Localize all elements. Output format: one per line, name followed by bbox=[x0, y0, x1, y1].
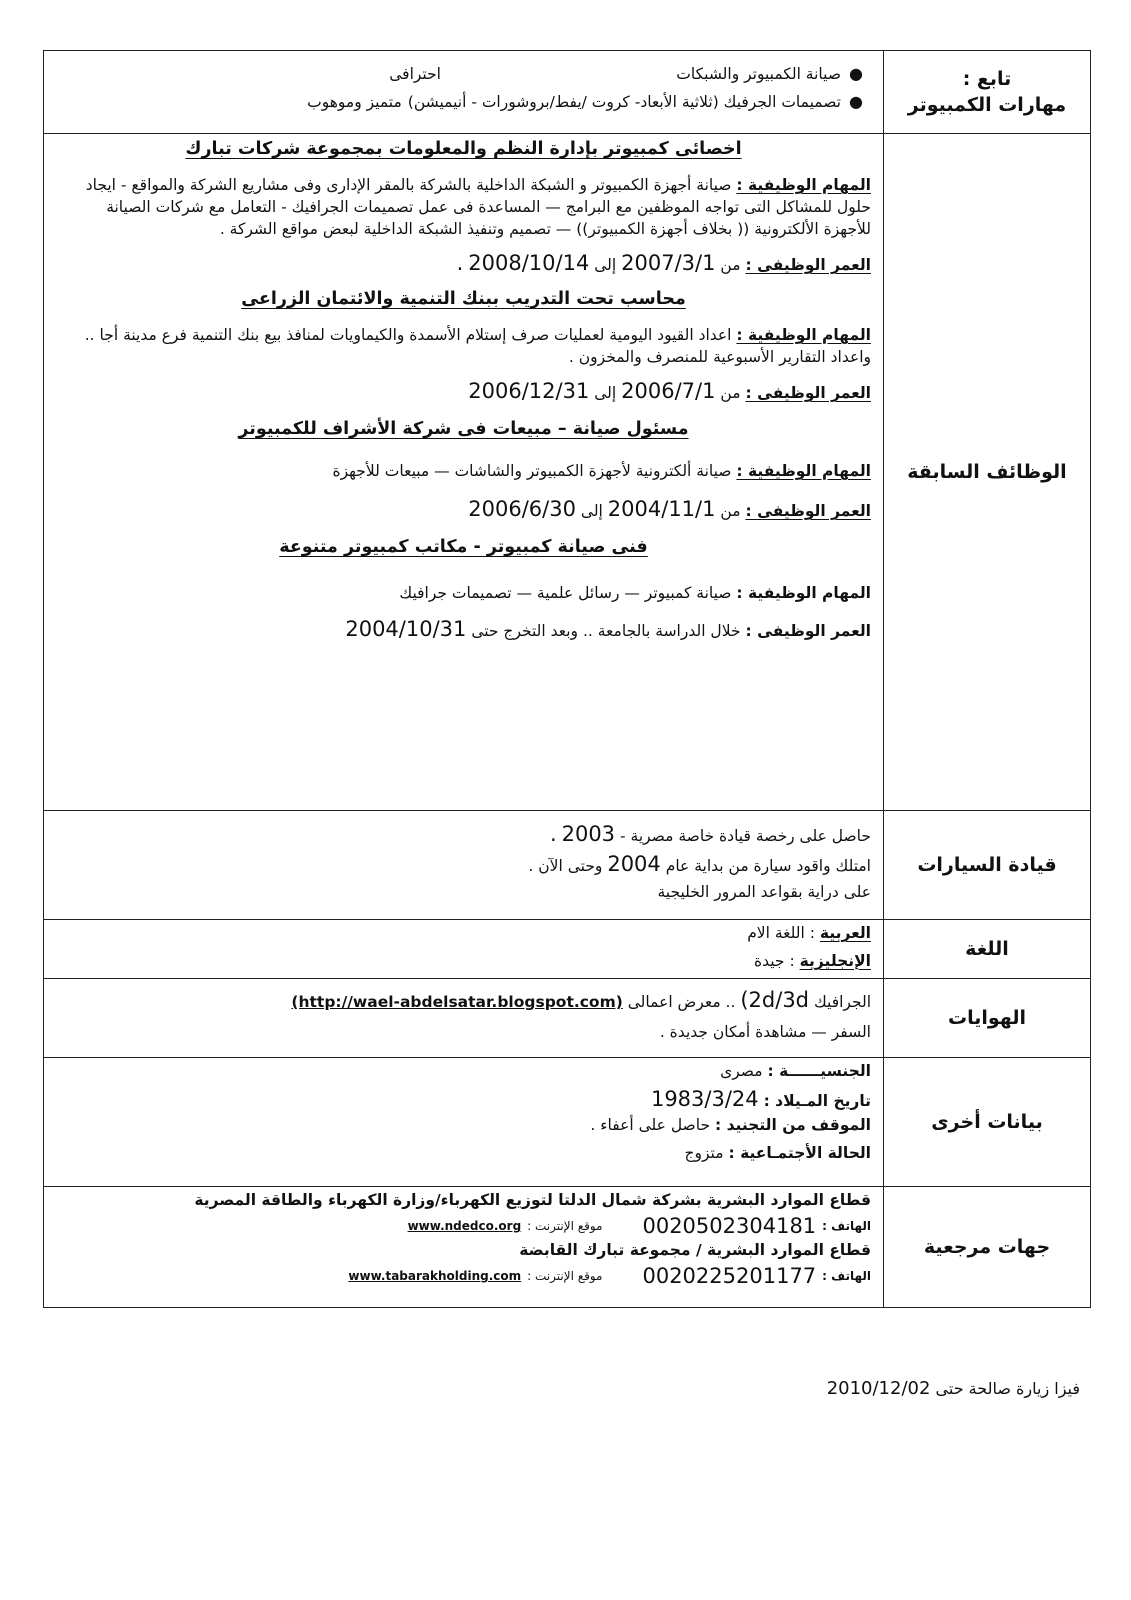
tasks-text: صيانة ألكترونية لأجهزة الكمبيوتر والشاشات — مبيعات للأجهزة bbox=[332, 462, 732, 480]
bullet-icon: ● bbox=[849, 92, 863, 111]
age-label: العمر الوظيفى : bbox=[745, 502, 871, 520]
job-tasks bbox=[56, 582, 871, 604]
other-key: الحالة الأجتمـاعية : bbox=[728, 1144, 871, 1162]
language-line bbox=[56, 922, 871, 944]
jobs-row bbox=[44, 134, 1091, 811]
visa-text: فيزا زيارة صالحة حتى bbox=[935, 1379, 1080, 1398]
driving-content bbox=[44, 811, 884, 920]
hobby-2d3d: (2d/3d bbox=[740, 988, 810, 1012]
from-date: 2006/7/1 bbox=[621, 379, 716, 403]
to-date: 2006/6/30 bbox=[468, 497, 576, 521]
to-word: إلى bbox=[594, 384, 617, 402]
skills-content bbox=[44, 51, 884, 134]
job-tasks bbox=[56, 324, 871, 368]
skill-item bbox=[56, 91, 871, 113]
age-end: . bbox=[456, 251, 464, 275]
other-content bbox=[44, 1058, 884, 1187]
from-word: من bbox=[720, 502, 741, 520]
job-age bbox=[56, 252, 871, 276]
reference-contact bbox=[56, 1215, 871, 1237]
tasks-label: المهام الوظيفية : bbox=[736, 326, 871, 344]
tasks-text: صيانة أجهزة الكمبيوتر و الشبكة الداخلية بالشركة بالمقر الإدارى وفى مشاريع الشركة والمواقع - ايجاد حلول للمشاكل التى تواجه الموظفين مع البرامج — المساعدة فى عمل تصميمات الجرافيك - التعامل مع شركات الصيانة للأجهزة الألكترونية (( بخلاف أجهزة الكمبيوتر)) — تصميم وتنفيذ الشبكة الداخلية لبعض مواقع الشركة . bbox=[85, 176, 871, 238]
age-text: خلال الدراسة بالجامعة .. وبعد التخرج حتى bbox=[471, 622, 741, 640]
visa-note bbox=[600, 1378, 1080, 1399]
jobs-label: الوظائف السابقة bbox=[884, 134, 1091, 811]
from-date: 2004/11/1 bbox=[607, 497, 716, 521]
visa-date: 2010/12/02 bbox=[826, 1378, 931, 1399]
reference-contact bbox=[56, 1265, 871, 1287]
from-date: 2007/3/1 bbox=[621, 251, 716, 275]
reference-org: قطاع الموارد البشرية / مجموعة تبارك القابضة bbox=[519, 1241, 871, 1259]
portfolio-link[interactable]: (http://wael-abdelsatar.blogspot.com) bbox=[291, 993, 623, 1011]
other-line bbox=[56, 1060, 871, 1082]
skill-level: متميز وموهوب bbox=[307, 93, 402, 111]
skill-text: تصميمات الجرفيك (ثلاثية الأبعاد- كروت /يفط/بروشورات - أنيميشن) bbox=[407, 93, 841, 111]
tasks-text: اعداد القيود اليومية لعمليات صرف إستلام الأسمدة والكيماويات لمنافذ بيع بنك التنمية فرع مدينة أجا .. واعداد التقارير الأسبوعية للمنصرف والمخزون . bbox=[84, 326, 871, 366]
language-line bbox=[56, 950, 871, 972]
tasks-label: المهام الوظيفية : bbox=[736, 176, 871, 194]
driving-line2-year: 2004 bbox=[607, 852, 661, 876]
age-label: العمر الوظيفى : bbox=[745, 256, 871, 274]
other-line bbox=[56, 1142, 871, 1164]
skills-row bbox=[44, 51, 1091, 134]
job-title: محاسب تحت التدريب ببنك التنمية والائتمان الزراعى bbox=[241, 289, 686, 309]
jobs-content bbox=[44, 134, 884, 811]
other-value: متزوج bbox=[684, 1144, 724, 1162]
language-sep: : bbox=[789, 952, 795, 970]
driving-row bbox=[44, 811, 1091, 920]
from-word: من bbox=[720, 384, 741, 402]
driving-line1-year: 2003 bbox=[561, 822, 616, 846]
language-value: جيدة bbox=[754, 952, 785, 970]
skills-label bbox=[884, 51, 1091, 134]
tasks-text: صيانة كمبيوتر — رسائل علمية — تصميمات جرافيك bbox=[399, 584, 732, 602]
references-row bbox=[44, 1187, 1091, 1308]
driving-line1-text: حاصل على رخصة قيادة خاصة مصرية - bbox=[619, 827, 871, 845]
driving-label: قيادة السيارات bbox=[884, 811, 1091, 920]
other-value: حاصل على أعفاء . bbox=[590, 1116, 711, 1134]
to-word: إلى bbox=[594, 256, 617, 274]
driving-line bbox=[56, 823, 871, 847]
to-date: 2006/12/31 bbox=[468, 379, 590, 403]
driving-line bbox=[56, 853, 871, 877]
job-title: فنى صيانة كمبيوتر - مكاتب كمبيوتر متنوعة bbox=[279, 537, 648, 557]
skills-label-line1: تابع : bbox=[962, 68, 1012, 90]
to-word: إلى bbox=[580, 502, 603, 520]
skill-level: احترافى bbox=[389, 65, 441, 83]
website-link[interactable]: www.tabarakholding.com bbox=[348, 1269, 522, 1283]
language-value: اللغة الام bbox=[747, 924, 805, 942]
language-label: اللغة bbox=[884, 920, 1091, 979]
age-label: العمر الوظيفى : bbox=[745, 384, 871, 402]
job-age bbox=[56, 380, 871, 404]
language-content bbox=[44, 920, 884, 979]
reference-org: قطاع الموارد البشرية بشركة شمال الدلتا لتوزيع الكهرباء/وزارة الكهرباء والطاقة المصرية bbox=[194, 1191, 871, 1209]
language-sep: : bbox=[809, 924, 815, 942]
job-tasks bbox=[56, 460, 871, 482]
skills-label-line2: مهارات الكمبيوتر bbox=[907, 94, 1067, 116]
hobbies-row bbox=[44, 979, 1091, 1058]
hobbies-label: الهوايات bbox=[884, 979, 1091, 1058]
skill-item bbox=[56, 63, 871, 85]
web-label: موقع الإنترنت : bbox=[527, 1269, 603, 1283]
job-tasks bbox=[56, 174, 871, 240]
other-value: مصرى bbox=[720, 1062, 763, 1080]
hobby-gallery: .. معرض اعمالى bbox=[627, 993, 736, 1011]
driving-line2-end: وحتى الآن . bbox=[528, 857, 603, 875]
job-age bbox=[56, 618, 871, 642]
language-name: العربية bbox=[819, 924, 871, 942]
age-label: العمر الوظيفى : bbox=[745, 622, 871, 640]
driving-line2-text: امتلك واقود سيارة من بداية عام bbox=[665, 857, 871, 875]
phone-number: 0020502304181 bbox=[642, 1214, 817, 1238]
from-word: من bbox=[720, 256, 741, 274]
other-line bbox=[56, 1088, 871, 1112]
phone-label: الهاتف : bbox=[822, 1269, 871, 1283]
other-line bbox=[56, 1114, 871, 1136]
job-title: مسئول صيانة – مبيعات فى شركة الأشراف للكمبيوتر bbox=[238, 419, 689, 439]
hobbies-content bbox=[44, 979, 884, 1058]
web-label: موقع الإنترنت : bbox=[527, 1219, 603, 1233]
language-row bbox=[44, 920, 1091, 979]
language-name: الإنجليزية bbox=[799, 952, 871, 970]
to-date: 2008/10/14 bbox=[468, 251, 590, 275]
references-label: جهات مرجعية bbox=[884, 1187, 1091, 1308]
hobbies-line bbox=[56, 989, 871, 1013]
other-row bbox=[44, 1058, 1091, 1187]
other-key: الموقف من التجنيد : bbox=[714, 1116, 871, 1134]
skill-text: صيانة الكمبيوتر والشبكات bbox=[676, 65, 841, 83]
driving-line1-end: . bbox=[549, 822, 557, 846]
driving-line: على دراية بقواعد المرور الخليجية bbox=[657, 883, 871, 901]
tasks-label: المهام الوظيفية : bbox=[736, 462, 871, 480]
website-link[interactable]: www.ndedco.org bbox=[407, 1219, 522, 1233]
other-key: تاريخ المـيلاد : bbox=[763, 1092, 871, 1110]
references-content bbox=[44, 1187, 884, 1308]
to-date: 2004/10/31 bbox=[345, 617, 467, 641]
other-value: 1983/3/24 bbox=[650, 1087, 759, 1111]
tasks-label: المهام الوظيفية : bbox=[736, 584, 871, 602]
job-title: اخصائى كمبيوتر بإدارة النظم والمعلومات بمجموعة شركات تبارك bbox=[185, 139, 742, 159]
hobby-graphics: الجرافيك bbox=[813, 993, 871, 1011]
phone-label: الهاتف : bbox=[822, 1219, 871, 1233]
bullet-icon: ● bbox=[849, 64, 863, 83]
other-label: بيانات أخرى bbox=[884, 1058, 1091, 1187]
job-age bbox=[56, 498, 871, 522]
other-key: الجنسيــــــة : bbox=[767, 1062, 871, 1080]
cv-table bbox=[43, 50, 1091, 1308]
phone-number: 0020225201177 bbox=[642, 1264, 817, 1288]
hobbies-line: السفر — مشاهدة أمكان جديدة . bbox=[659, 1023, 871, 1041]
